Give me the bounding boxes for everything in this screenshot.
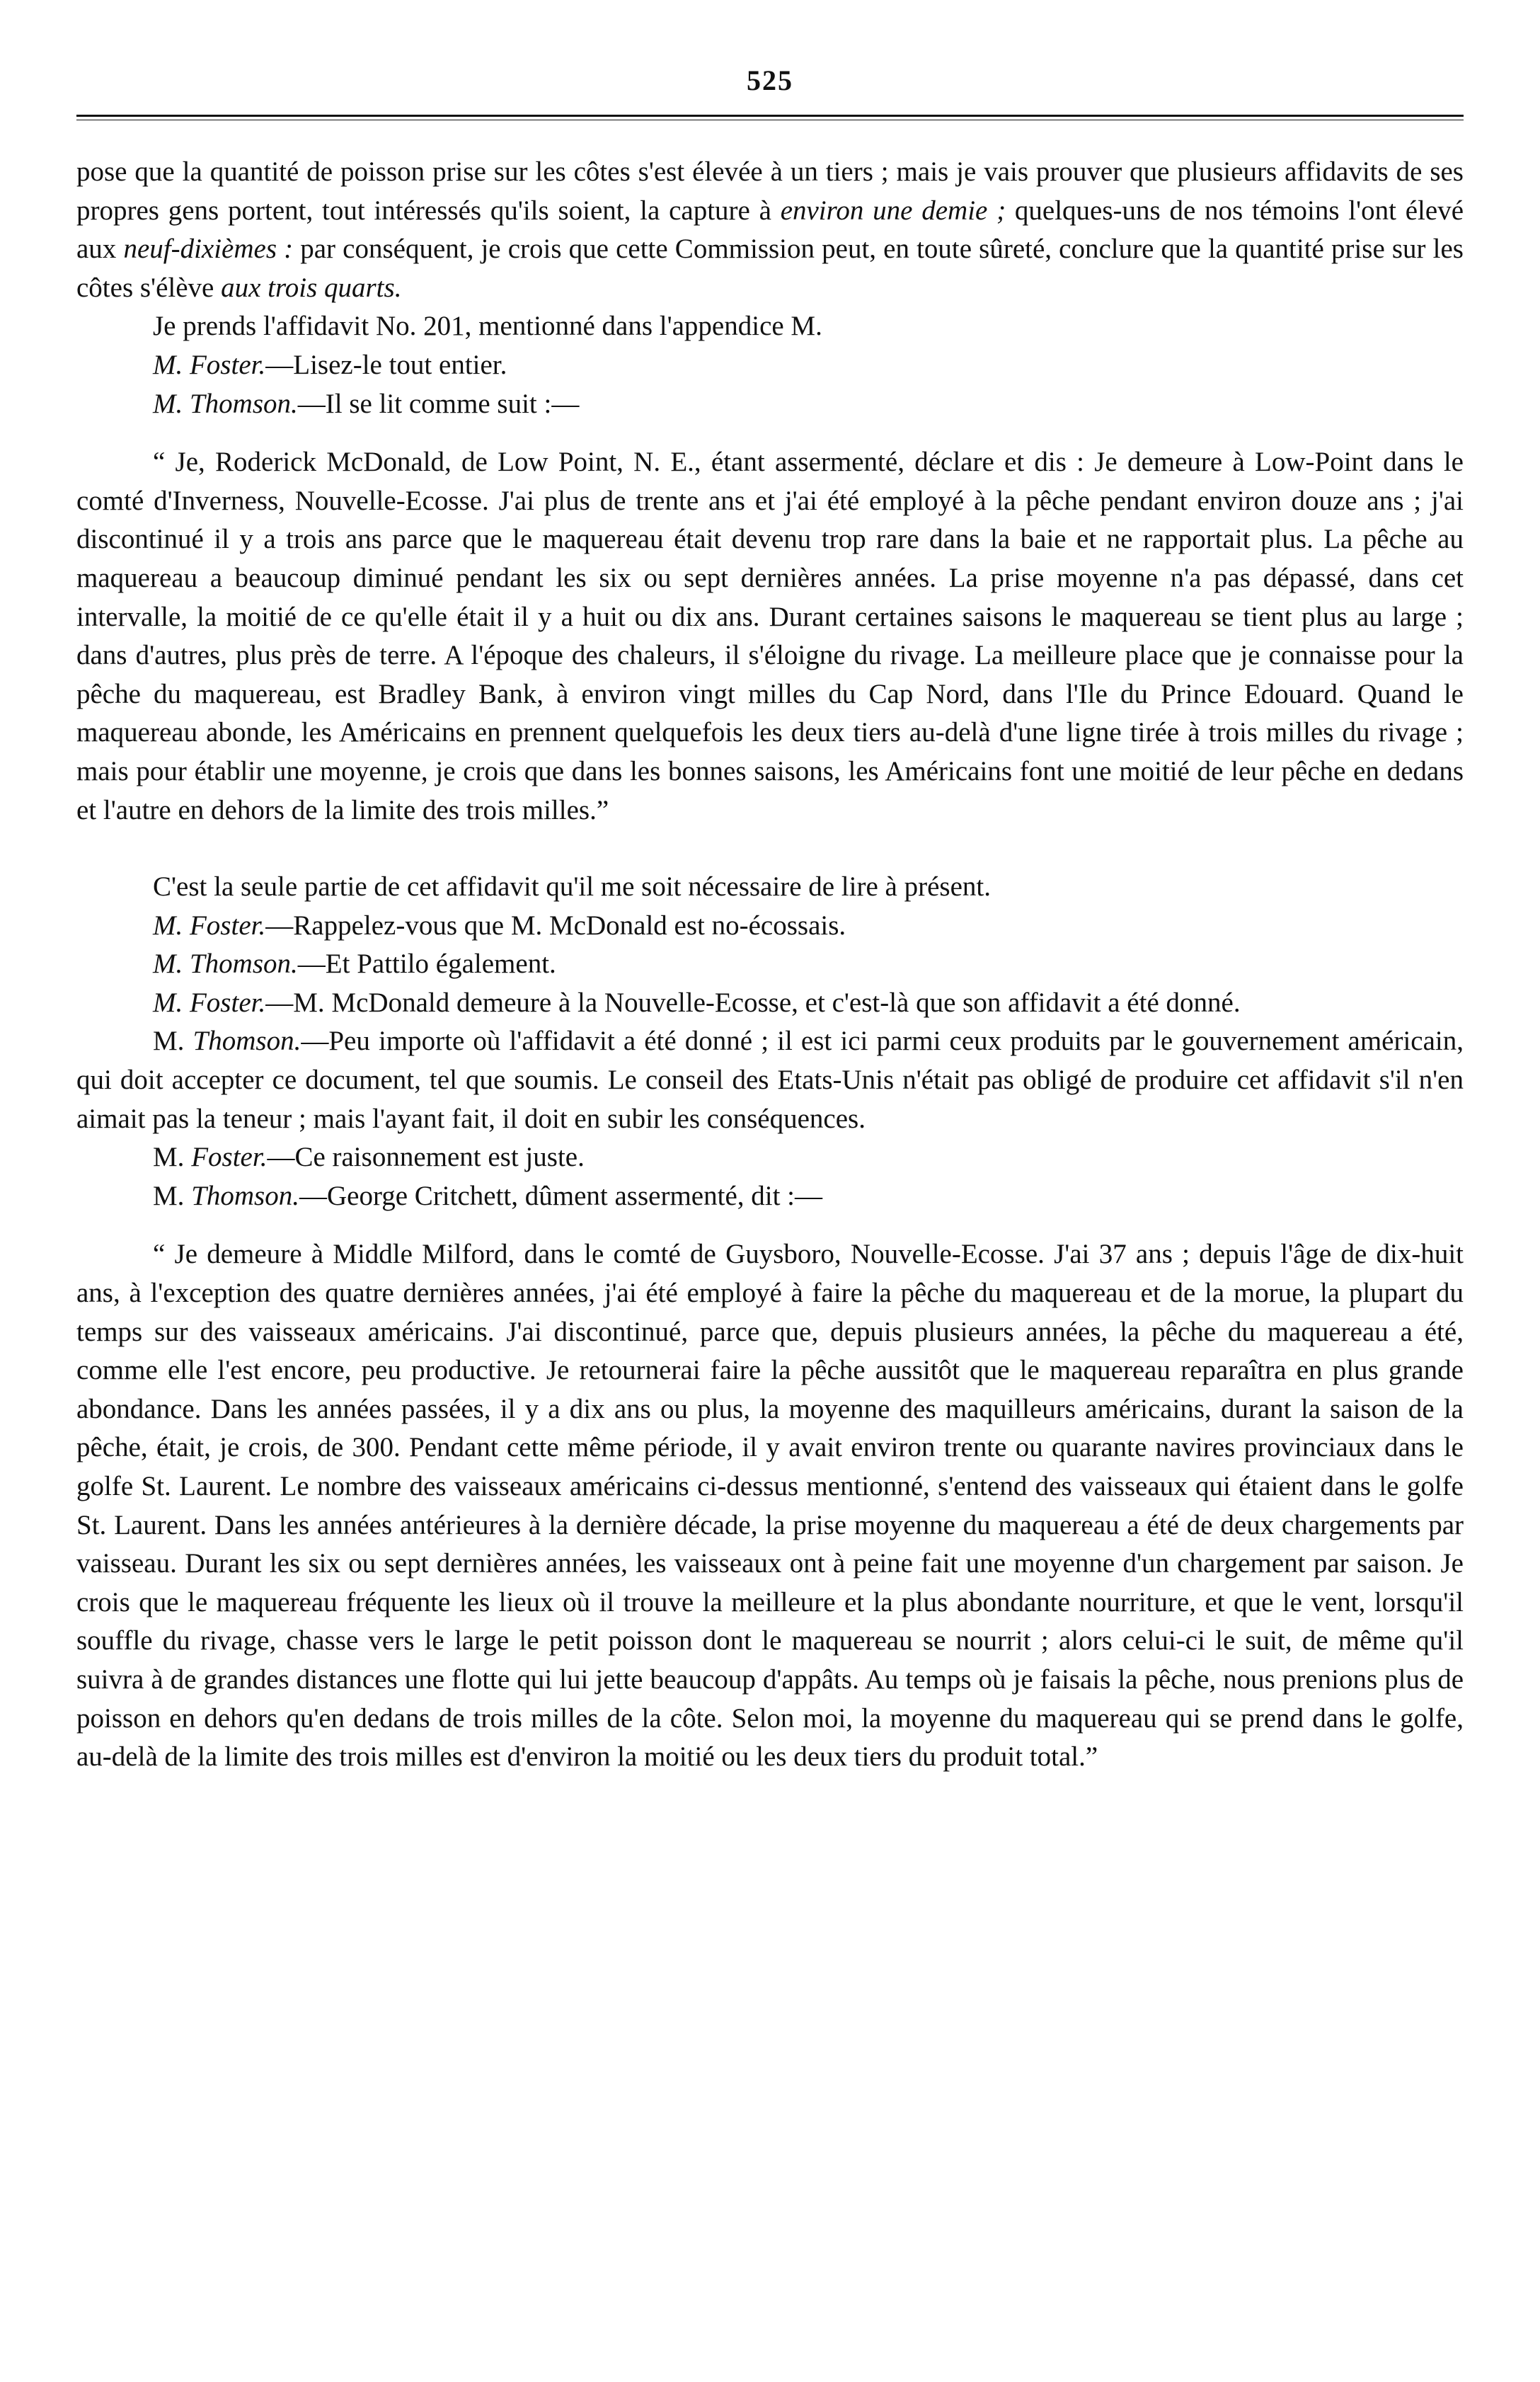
page-number: 525: [747, 64, 793, 96]
quoted-affidavit-mcdonald: “ Je, Roderick McDonald, de Low Point, N. E., étant assermenté, déclare et dis : Je demeure à Low-Point dans le comté d'Inverness, Nouvelle-Ecosse. J'ai plus de trente ans et j'ai été employé à la pêche pendant environ douze ans ; j'ai discontinué il y a trois ans parce que le maquereau était devenu trop rare dans la baie et ne rapportait plus. La pêche au maquereau a beaucoup diminué pendant les six ou sept dernières années. La prise moyenne n'a pas dépassé, dans cet intervalle, la moitié de ce qu'elle était il y a huit ou dix ans. Durant certaines saisons le maquereau se tient plus au large ; dans d'autres, plus près de terre. A l'époque des chaleurs, il s'éloigne du rivage. La meilleure place que je connaisse pour la pêche du maquereau, est Bradley Bank, à environ vingt milles du Cap Nord, dans l'Ile du Prince Edouard. Quand le maquereau abonde, les Américains en prennent quelquefois les deux tiers au-delà d'une ligne tirée à trois milles du rivage ; mais pour établir une moyenne, je crois que dans les bonnes saisons, les Américains font une moitié de leur pêche en dedans et l'autre en dehors de la limite des trois milles.”: [76, 447, 1464, 825]
dialogue-thomson-2: M. Thomson.—Et Pattilo également.: [153, 949, 556, 980]
speaker-label: M. Thomson.: [153, 949, 298, 980]
speaker-label: M. Thomson.: [153, 388, 298, 419]
paragraph-continuation: pose que la quantité de poisson prise sur les côtes s'est élevée à un tiers ; mais je vais prouver que plusieurs affidavits de ses propres gens portent, tout intéressés qu'ils soient, la capture à environ une demie ; quelques-uns de nos témoins l'ont élevé aux neuf-dixièmes : par conséquent, je crois que cette Commission peut, en toute sûreté, conclure que la quantité prise sur les côtes s'élève aux trois quarts.: [76, 156, 1464, 303]
speaker-label: M. Foster.: [153, 910, 266, 941]
quoted-affidavit-critchett: “ Je demeure à Middle Milford, dans le comté de Guysboro, Nouvelle-Ecosse. J'ai 37 ans ; depuis l'âge de dix-huit ans, à l'exception des quatre dernières années, j'ai été employé à faire la pêche du maquereau et de la morue, la plupart du temps sur des vaisseaux américains. J'ai discontinué, parce que, depuis plusieurs années, la pêche du maquereau a été, comme elle l'est encore, peu productive. Je retournerai faire la pêche aussitôt que le maquereau reparaîtra en plus grande abondance. Dans les années passées, il y a dix ans ou plus, la moyenne des maquilleurs américains, durant la saison de la pêche, était, je crois, de 300. Pendant cette même période, il y avait environ trente ou quarante navires provinciaux dans le golfe St. Laurent. Le nombre des vaisseaux américains ci-dessus mentionné, s'entend des vaisseaux qui étaient dans le golfe St. Laurent. Dans les années antérieures à la dernière décade, la prise moyenne du maquereau a été de deux chargements par vaisseau. Durant les six ou sept dernières années, les vaisseaux ont à peine fait une moyenne d'un chargement par saison. Je crois que le maquereau fréquente les lieux où il trouve la meilleure et la plus abondante nourriture, et que le vent, lorsqu'il souffle du rivage, chasse vers le large le petit poisson dont le maquereau se nourrit ; alors celui-ci le suit, de même qu'il suivra à de grandes distances une flotte qui lui jette beaucoup d'appâts. Au temps où je faisais la pêche, nous prenions plus de poisson en dehors qu'en dedans de trois milles de la côte. Selon moi, la moyenne du maquereau qui se prend dans le golfe, au-delà de la limite des trois milles est d'environ la moitié ou les deux tiers du produit total.”: [76, 1239, 1464, 1773]
speaker-label: M. Foster.: [153, 987, 266, 1018]
header-rule: [76, 115, 1464, 120]
spacer: [76, 1215, 1464, 1235]
speaker-label: Thomson.: [191, 1180, 299, 1211]
speaker-label: Foster.: [191, 1142, 268, 1173]
dialogue-foster-3: M. Foster.—M. McDonald demeure à la Nouvelle-Ecosse, et c'est-là que son affidavit a été donné.: [153, 987, 1241, 1018]
spacer: [76, 830, 1464, 868]
speaker-label: M. Foster.: [153, 349, 266, 380]
dialogue-foster-1: M. Foster.—Lisez-le tout entier.: [153, 349, 507, 380]
dialogue-thomson-4: M. Thomson.—George Critchett, dûment assermenté, dit :—: [153, 1180, 823, 1211]
document-body: [76, 153, 1464, 1777]
dialogue-foster-4: M. Foster.—Ce raisonnement est juste.: [153, 1142, 585, 1173]
document-page: [76, 64, 1464, 1777]
dialogue-foster-2: M. Foster.—Rappelez-vous que M. McDonald est no-écossais.: [153, 910, 846, 941]
paragraph-commentary: C'est la seule partie de cet affidavit qu'il me soit nécessaire de lire à présent.: [153, 871, 991, 903]
speaker-label: Thomson.: [192, 1026, 301, 1057]
spacer: [76, 423, 1464, 443]
dialogue-thomson-3: M. Thomson.—Peu importe où l'affidavit a été donné ; il est ici parmi ceux produits par le gouvernement américain, qui doit accepter ce document, tel que soumis. Le conseil des Etats-Unis n'était pas obligé de produire cet affidavit s'il n'en aimait pas la teneur ; mais l'ayant fait, il doit en subir les conséquences.: [76, 1026, 1464, 1134]
paragraph-affidavit-intro: Je prends l'affidavit No. 201, mentionné dans l'appendice M.: [153, 311, 822, 342]
dialogue-thomson-1: M. Thomson.—Il se lit comme suit :—: [153, 388, 580, 419]
